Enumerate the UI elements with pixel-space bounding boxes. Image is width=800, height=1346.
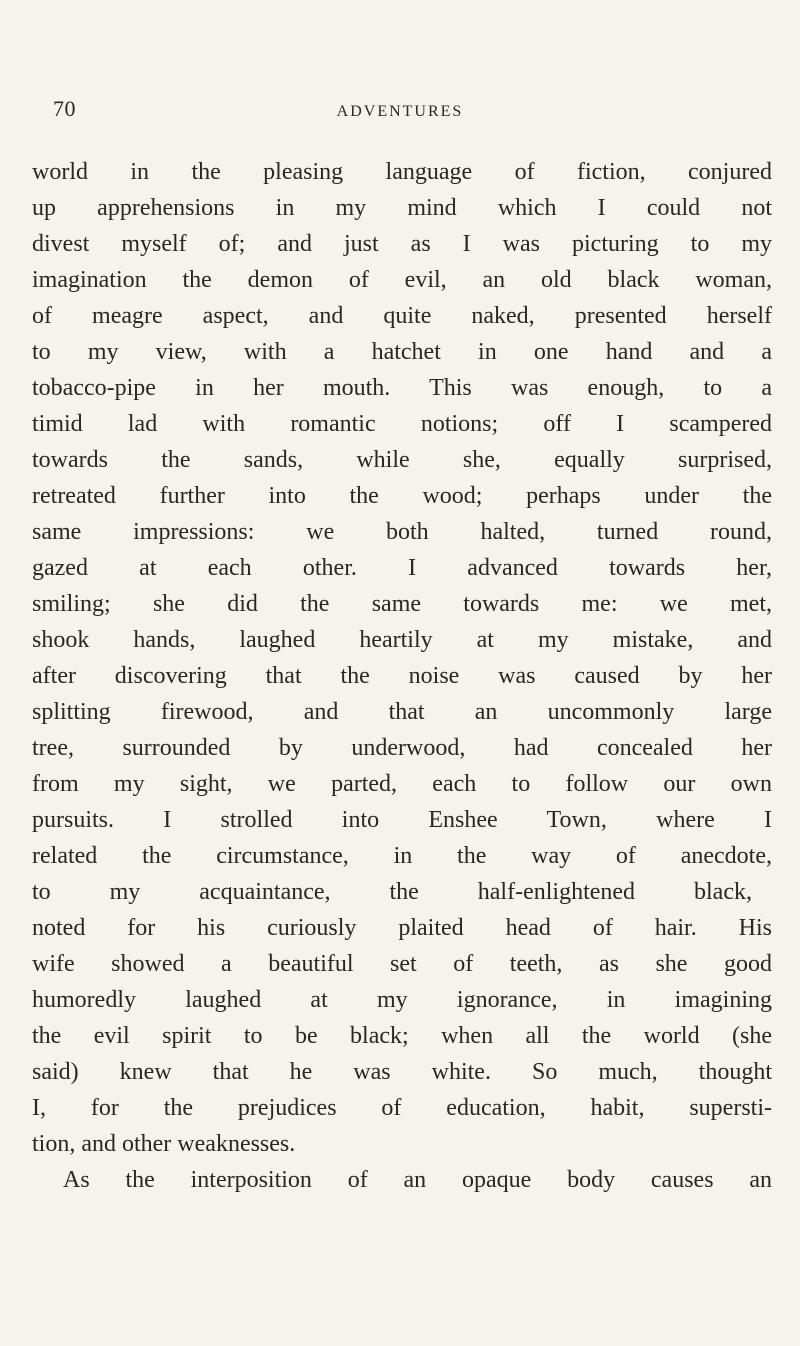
text-line: said) knew that he was white. So much, thought	[32, 1059, 772, 1085]
text-line: I, for the prejudices of education, habit, supersti-	[32, 1095, 772, 1121]
text-line: after discovering that the noise was caused by her	[32, 663, 772, 689]
text-line: of meagre aspect, and quite naked, presented herself	[32, 303, 772, 329]
text-line: the evil spirit to be black; when all the world (she	[32, 1023, 772, 1049]
text-line: smiling; she did the same towards me: we met,	[32, 591, 772, 617]
text-line: timid lad with romantic notions; off I scampered	[32, 411, 772, 437]
text-line: tobacco-pipe in her mouth. This was enough, to a	[32, 375, 772, 401]
text-line: world in the pleasing language of fiction, conjured	[32, 159, 772, 185]
running-head: ADVENTURES	[336, 103, 464, 120]
text-line: As the interposition of an opaque body causes an	[63, 1167, 772, 1193]
text-line: shook hands, laughed heartily at my mistake, and	[32, 627, 772, 653]
text-line: to my acquaintance, the half-enlightened black,	[32, 879, 752, 905]
text-line: up apprehensions in my mind which I could not	[32, 195, 772, 221]
text-line: imagination the demon of evil, an old black woman,	[32, 267, 772, 293]
text-line: tree, surrounded by underwood, had concealed her	[32, 735, 772, 761]
text-line: to my view, with a hatchet in one hand and a	[32, 339, 772, 365]
text-line: wife showed a beautiful set of teeth, as she good	[32, 951, 772, 977]
text-line: humoredly laughed at my ignorance, in imagining	[32, 987, 772, 1013]
text-line: tion, and other weaknesses.	[32, 1131, 296, 1157]
page-number: 70	[53, 96, 76, 121]
text-line: divest myself of; and just as I was picturing to my	[32, 231, 772, 257]
text-line: splitting firewood, and that an uncommonly large	[32, 699, 772, 725]
text-line: retreated further into the wood; perhaps under the	[32, 483, 772, 509]
text-line: gazed at each other. I advanced towards her,	[32, 555, 772, 581]
text-line: from my sight, we parted, each to follow our own	[32, 771, 772, 797]
text-line: related the circumstance, in the way of anecdote,	[32, 843, 772, 869]
text-line: same impressions: we both halted, turned round,	[32, 519, 772, 545]
text-line: towards the sands, while she, equally surprised,	[32, 447, 772, 473]
text-line: noted for his curiously plaited head of hair. His	[32, 915, 772, 941]
text-line: pursuits. I strolled into Enshee Town, where I	[32, 807, 772, 833]
